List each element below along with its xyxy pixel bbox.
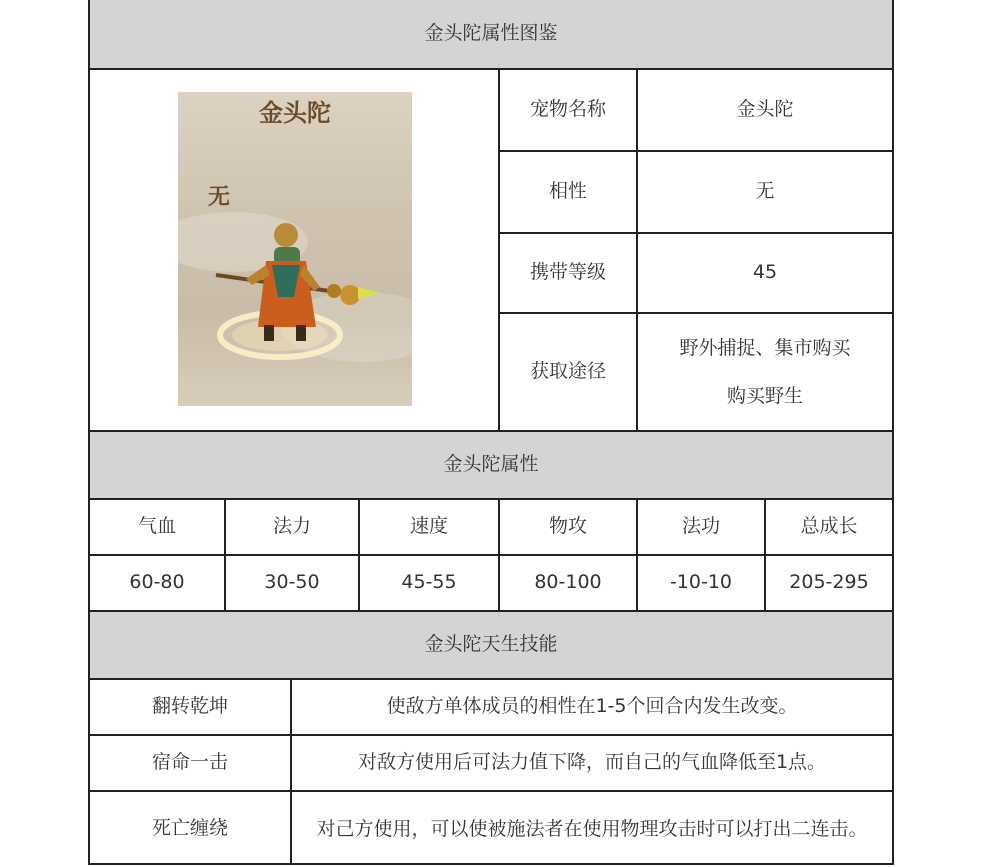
skill-description: 对敌方使用后可法力值下降，而自己的气血降低至1点。: [357, 751, 827, 774]
monk-warrior-figure: [208, 217, 388, 367]
info-value-name: 金头陀: [638, 70, 892, 152]
attr-value-speed: 45-55: [360, 556, 500, 610]
skill-description: 对己方使用，可以使被施法者在使用物理攻击时可以打出二连击。: [316, 817, 868, 840]
attributes-section-header: [90, 432, 892, 500]
attr-header-magic-atk: 法功: [638, 500, 766, 554]
skill-row: [90, 680, 892, 736]
skill-name: 翻转乾坤: [90, 680, 292, 734]
attr-header-growth: 总成长: [800, 515, 858, 538]
table-title: 金头陀属性图鉴: [424, 22, 558, 45]
pet-info-table: [88, 0, 894, 865]
info-label-level: 携带等级: [500, 234, 638, 314]
info-label-name: 宠物名称: [500, 70, 638, 152]
attr-value-hp: 60-80: [90, 556, 226, 610]
source-line-2: 购买野生: [726, 385, 803, 407]
attr-header-hp: 气血: [90, 500, 226, 554]
pet-image-cell: [90, 70, 500, 430]
attr-value-phys-atk: 80-100: [500, 556, 638, 610]
skill-row: [90, 736, 892, 792]
attr-header-phys-atk: 物攻: [500, 500, 638, 554]
attributes-title: 金头陀属性: [443, 453, 539, 476]
attr-header-mp: 法力: [226, 500, 360, 554]
attr-header-speed: 速度: [360, 500, 500, 554]
skill-name: 死亡缠绕: [90, 792, 292, 865]
attr-value-magic-atk: -10-10: [638, 556, 766, 610]
pet-overview-row: [90, 70, 892, 432]
pet-portrait-affinity: 无: [208, 184, 231, 210]
attributes-value-row: [90, 556, 892, 612]
pet-portrait: [178, 92, 412, 406]
table-title-row: [90, 0, 892, 70]
skills-title: 金头陀天生技能: [424, 633, 558, 656]
skill-row: [90, 792, 892, 865]
info-value-level: 45: [638, 234, 892, 314]
info-label-affinity: 相性: [500, 152, 638, 234]
source-line-1: 野外捕捉、集市购买: [679, 337, 851, 359]
skill-description: 使敌方单体成员的相性在1-5个回合内发生改变。: [386, 695, 798, 718]
info-value-source: [638, 314, 892, 430]
skill-name: 宿命一击: [90, 736, 292, 790]
info-label-source: 获取途径: [500, 314, 638, 430]
attr-value-mp: 30-50: [226, 556, 360, 610]
skills-section-header: [90, 612, 892, 680]
attr-value-growth: 205-295: [789, 571, 869, 594]
pet-portrait-name: 金头陀: [259, 98, 331, 127]
info-value-affinity: 无: [638, 152, 892, 234]
attributes-header-row: [90, 500, 892, 556]
